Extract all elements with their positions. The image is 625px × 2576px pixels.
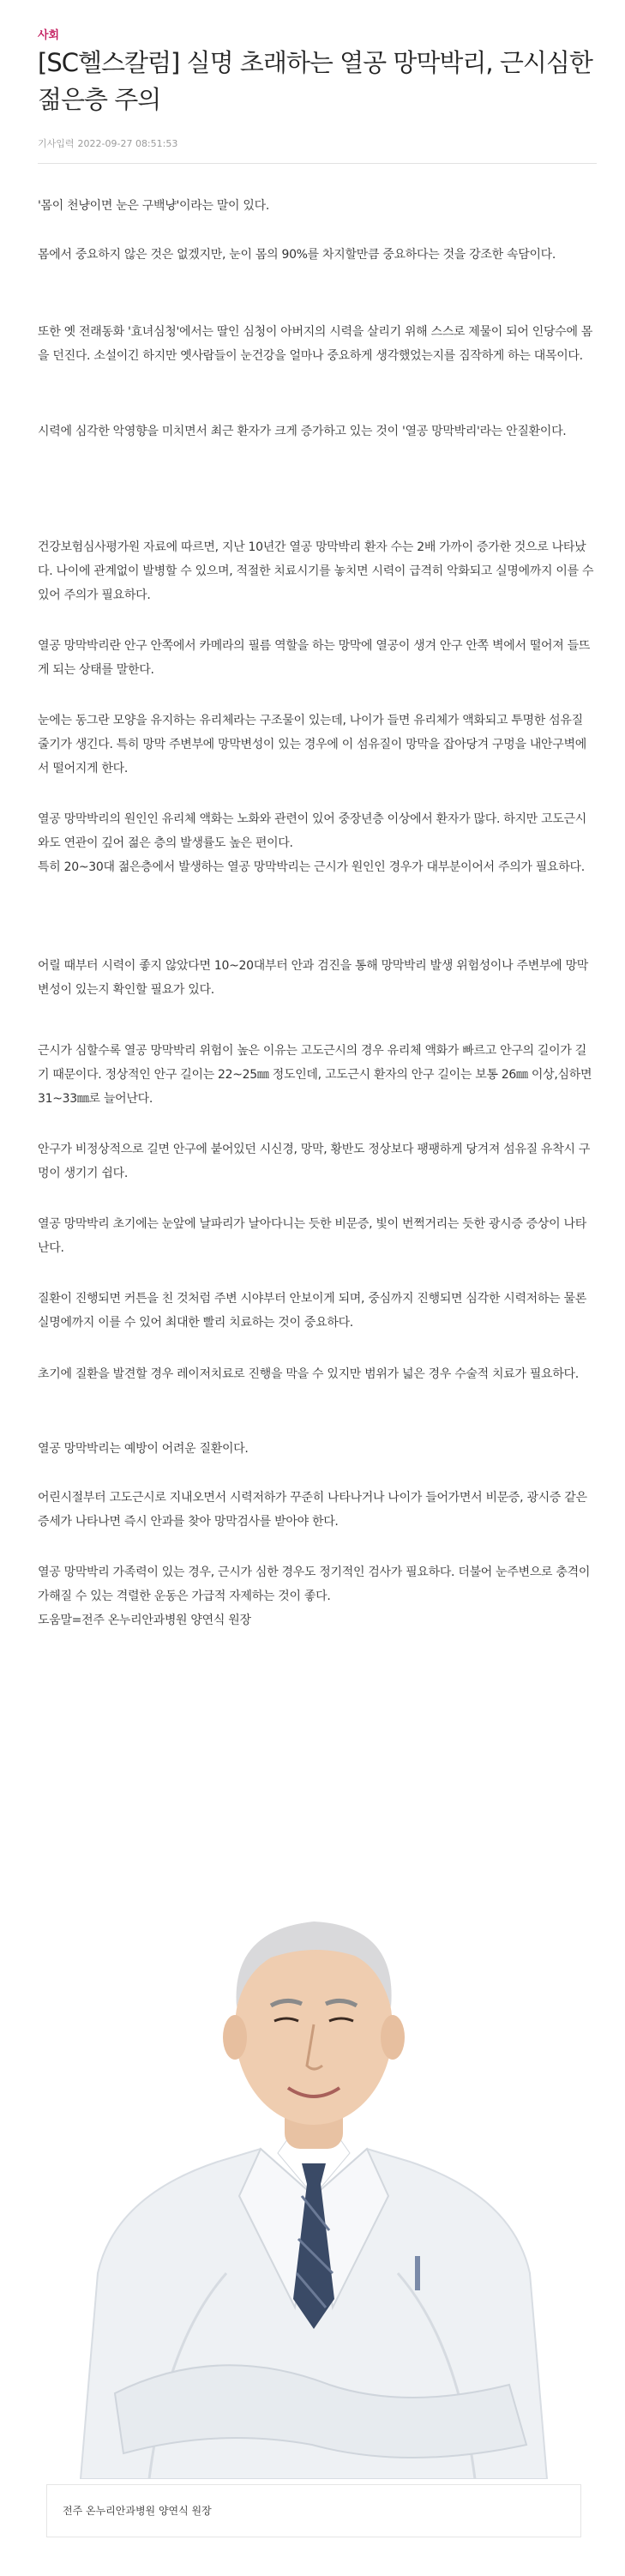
paragraph-17: 열공 망막박리 가족력이 있는 경우, 근시가 심한 경우도 정기적인 검사가 필요하다. 더불어 눈주변으로 충격이 가해질 수 있는 격렬한 운동은 가급적 자제하는 것이 좋다. 도움말=전주 온누리안과병원 양연식 원장 <box>38 1566 591 1627</box>
meta-label: 기사입력 <box>38 138 75 149</box>
paragraph-11: 안구가 비정상적으로 길면 안구에 붙어있던 시신경, 망막, 황반도 정상보다 팽팽하게 당겨져 섬유질 유착시 구멍이 생기기 쉽다. <box>38 1143 591 1180</box>
paragraph-15: 열공 망막박리는 예방이 어려운 질환이다. <box>38 1442 249 1456</box>
paragraph-12: 열공 망막박리 초기에는 눈앞에 날파리가 날아다니는 듯한 비문증, 빛이 번쩍거리는 듯한 광시증 증상이 나타난다. <box>38 1217 586 1255</box>
doctor-portrait <box>46 1793 581 2479</box>
paragraph-14: 초기에 질환을 발견할 경우 레이저치료로 진행을 막을 수 있지만 범위가 넓은 경우 수술적 치료가 필요하다. <box>38 1367 579 1381</box>
paragraph-7: 눈에는 동그란 모양을 유지하는 유리체라는 구조물이 있는데, 나이가 들면 유리체가 액화되고 투명한 섬유질 줄기가 생긴다. 특히 망막 주변부에 망막변성이 있는 경우에 이 섬유질이 망막을 잡아당겨 구멍을 내안구벽에서 떨어지게 한다. <box>38 714 586 775</box>
paragraph-9: 어릴 때부터 시력이 좋지 않았다면 10~20대부터 안과 검진을 통해 망막박리 발생 위험성이나 주변부에 망막변성이 있는지 확인할 필요가 있다. <box>38 959 588 997</box>
paragraph-3: 또한 옛 전래동화 '효녀심청'에서는 딸인 심청이 아버지의 시력을 살리기 위해 스스로 제물이 되어 인당수에 몸을 던진다. 소설이긴 하지만 옛사람들이 눈건강을 얼마나 중요하게 생각했었는지를 짐작하게 하는 대목이다. <box>38 325 593 363</box>
paragraph-6: 열공 망막박리란 안구 안쪽에서 카메라의 필름 역할을 하는 망막에 열공이 생겨 안구 안쪽 벽에서 떨어져 들뜨게 되는 상태를 말한다. <box>38 639 591 677</box>
paragraph-13: 질환이 진행되면 커튼을 친 것처럼 주변 시야부터 안보이게 되며, 중심까지 진행되면 심각한 시력저하는 물론 실명에까지 이를 수 있어 최대한 빨리 치료하는 것이 중요하다. <box>38 1292 586 1330</box>
paragraph-2: 몸에서 중요하지 않은 것은 없겠지만, 눈이 몸의 90%를 차지할만큼 중요하다는 것을 강조한 속담이다. <box>38 248 556 262</box>
photo-caption <box>46 2484 581 2537</box>
paragraph-16: 어린시절부터 고도근시로 지내오면서 시력저하가 꾸준히 나타나거나 나이가 들어가면서 비문증, 광시증 같은 증세가 나타나면 즉시 안과를 찾아 망막검사를 받아야 한다. <box>38 1491 587 1529</box>
paragraph-10: 근시가 심할수록 열공 망막박리 위험이 높은 이유는 고도근시의 경우 유리체 액화가 빠르고 안구의 길이가 길기 때문이다. 정상적인 안구 길이는 22~25㎜ 정도인데, 고도근시 환자의 안구 길이는 보통 26㎜ 이상,심하면 31~33㎜로 늘어난다. <box>38 1044 592 1106</box>
paragraph-4: 시력에 심각한 악영향을 미치면서 최근 환자가 크게 증가하고 있는 것이 '열공 망막박리'라는 안질환이다. <box>38 425 567 438</box>
paragraph-1: '몸이 천냥이면 눈은 구백냥'이라는 말이 있다. <box>38 199 270 213</box>
paragraph-5: 건강보험심사평가원 자료에 따르면, 지난 10년간 열공 망막박리 환자 수는 2배 가까이 증가한 것으로 나타났다. 나이에 관계없이 발병할 수 있으며, 적절한 치료시기를 놓치면 시력이 급격히 악화되고 실명에까지 이를 수 있어 주의가 필요하다. <box>38 540 594 602</box>
publish-date: 2022-09-27 08:51:53 <box>77 138 178 149</box>
category-label[interactable]: 사회 <box>38 29 60 42</box>
article-title: [SC헬스칼럼] 실명 초래하는 열공 망막박리, 근시심한 젊은층 주의 <box>38 48 592 114</box>
paragraph-8: 열공 망막박리의 원인인 유리체 액화는 노화와 관련이 있어 중장년층 이상에서 환자가 많다. 하지만 고도근시와도 연관이 깊어 젊은 층의 발생률도 높은 편이다. 특히 20~30대 젊은층에서 발생하는 열공 망막박리는 근시가 원인인 경우가 대부분이어서 주의가 필요하다. <box>38 812 586 874</box>
photo-caption-text: 전주 온누리안과병원 양연식 원장 <box>63 2505 212 2517</box>
header-divider <box>38 163 597 164</box>
article-meta <box>38 136 177 150</box>
doctor-photo <box>46 1793 581 2479</box>
